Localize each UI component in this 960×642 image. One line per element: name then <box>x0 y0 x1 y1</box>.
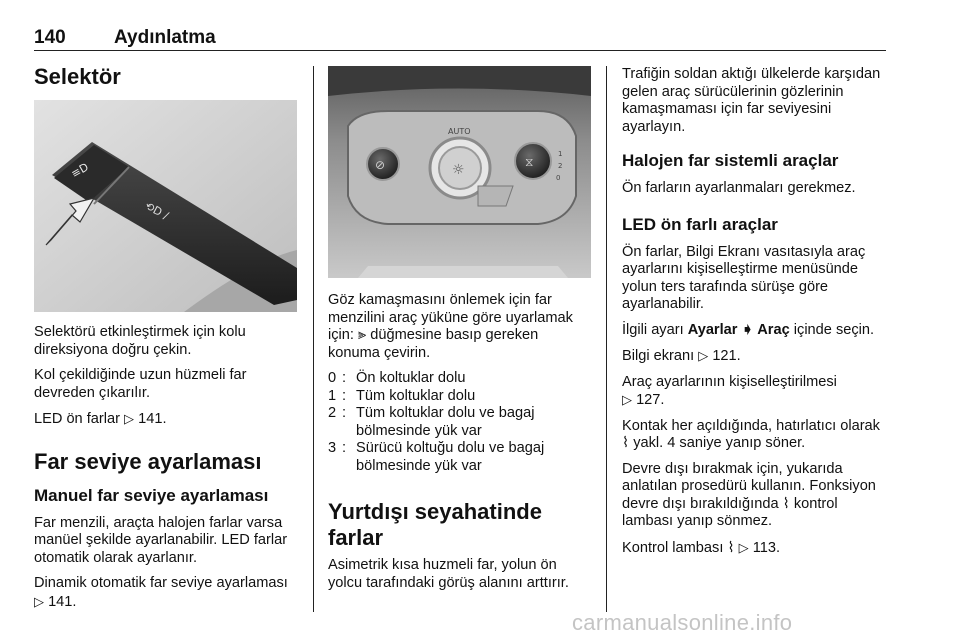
paragraph: Selektörü etkinleştirmek için kolu direksiyona doğru çekin. <box>34 324 246 358</box>
text: Araç ayarlarının kişiselleştirilmesi <box>622 373 837 390</box>
list-separator: : <box>342 405 347 421</box>
column-1 <box>34 64 296 90</box>
paragraph <box>34 575 296 611</box>
column-1-text <box>34 324 296 619</box>
list-number: 1 <box>328 387 337 404</box>
column-3-text <box>622 66 890 565</box>
page-reference-arrow-icon: ▷ <box>34 593 44 609</box>
paragraph <box>622 374 890 410</box>
svg-text:⟲D /: ⟲D / <box>142 199 171 223</box>
paragraph <box>34 410 296 429</box>
page-reference-arrow-icon: ▷ <box>698 348 709 363</box>
text: kontrol lambası yanıp sönmez. <box>622 495 838 529</box>
page-number: 140 <box>34 27 66 48</box>
text: Devre dışı bırakmak için, yukarıda anlatılan prosedürü kullanın. Fonksiyon devre dışı bırakıldığında <box>622 460 876 512</box>
headlight-range-icon: ⫸ <box>358 327 367 343</box>
list-text: Tüm koltuklar dolu <box>356 387 476 404</box>
paragraph: Far menzili, araçta halojen farlar varsa manüel şekilde ayarlanabilir. LED farlar otomatik olarak ayarlanır. <box>34 514 288 566</box>
list-number: 2 <box>328 405 337 421</box>
svg-text:≡D: ≡D <box>69 160 91 181</box>
menu-arrow-icon: ➧ <box>737 321 758 338</box>
watermark: carmanualsonline.info <box>572 610 793 635</box>
list-separator: : <box>342 440 347 456</box>
list-number: 0 <box>328 370 337 386</box>
paragraph <box>328 292 594 362</box>
list-number: 3 <box>328 440 337 456</box>
section-heading-far-seviye: Far seviye ayarlaması <box>34 448 262 474</box>
list-text: Sürücü koltuğu dolu ve bagaj bölmesinde yük var <box>356 440 545 474</box>
page-link[interactable]: 141. <box>48 593 77 610</box>
paragraph: Trafiğin soldan aktığı ülkelerde karşıdan gelen araç sürücülerinin gözlerinin kamaşmaması için far seviyesini ayarlayın. <box>622 66 881 135</box>
stalk-lever-photo <box>34 100 297 312</box>
text: LED ön farlar <box>34 411 125 427</box>
chapter-title: Aydınlatma <box>114 27 216 48</box>
text: yakl. 4 saniye yanıp söner. <box>629 435 806 451</box>
list-separator: : <box>342 387 347 404</box>
text: Kontrol lambası <box>622 539 728 556</box>
list-text: Tüm koltuklar dolu ve bagaj bölmesinde yük var <box>356 405 535 439</box>
svg-text:2: 2 <box>558 162 563 170</box>
menu-path-arac: Araç <box>757 321 790 338</box>
text: Bilgi ekranı <box>622 348 699 364</box>
load-position-list <box>328 370 594 475</box>
paragraph <box>622 418 890 453</box>
headlight-warning-icon: ⌇ <box>727 539 735 556</box>
column-2-text <box>328 292 594 600</box>
paragraph <box>622 461 890 531</box>
page-reference-arrow-icon: ▷ <box>738 539 749 555</box>
paragraph: Ön farlar, Bilgi Ekranı vasıtasıyla araç ayarlarını kişiselleştirme menüsünde yolun ters tarafında sürüşe göre ayarlanabilir. <box>622 243 866 312</box>
list-item <box>328 440 594 475</box>
list-item <box>328 388 594 406</box>
svg-text:1: 1 <box>558 150 563 158</box>
paragraph: Asimetrik kısa huzmeli far, yolun ön yolcu tarafındaki görüş alanını arttırır. <box>328 557 569 591</box>
page-link[interactable]: 121. <box>712 348 741 364</box>
headlight-control-panel-photo <box>328 66 591 278</box>
page-link[interactable]: 127. <box>636 392 665 408</box>
section-heading-selektor: Selektör <box>34 64 121 89</box>
text: Göz kamaşmasını önlemek için far menzilini araç yüküne göre uyarlamak için: <box>328 292 573 343</box>
svg-text:⧖: ⧖ <box>525 155 534 169</box>
svg-text:AUTO: AUTO <box>448 127 471 136</box>
page-link[interactable]: 141. <box>138 411 167 427</box>
list-text: Ön koltuklar dolu <box>356 370 466 386</box>
paragraph: Ön farların ayarlanmaları gerekmez. <box>622 180 856 196</box>
list-separator: : <box>342 370 347 386</box>
text: Kontak her açıldığında, hatırlatıcı olarak <box>622 417 880 434</box>
text: içinde seçin. <box>789 321 875 338</box>
text: düğmesine basıp gereken konuma çevirin. <box>328 327 539 361</box>
page-header <box>34 26 886 51</box>
text: İlgili ayarı <box>622 321 688 338</box>
paragraph <box>622 347 890 366</box>
svg-text:☼: ☼ <box>452 162 465 178</box>
list-item <box>328 370 594 388</box>
subsection-heading-halojen: Halojen far sistemli araçlar <box>622 151 839 170</box>
paragraph <box>622 539 890 558</box>
page-reference-arrow-icon: ▷ <box>622 392 632 407</box>
page-link[interactable]: 113. <box>752 539 781 556</box>
text: Dinamik otomatik far seviye ayarlaması <box>34 575 288 591</box>
column-divider <box>313 66 314 612</box>
headlight-warning-icon: ⌇ <box>782 495 790 512</box>
column-divider <box>606 66 607 612</box>
svg-text:0: 0 <box>556 174 561 182</box>
svg-text:⊘: ⊘ <box>375 158 386 172</box>
subsection-heading-led: LED ön farlı araçlar <box>622 214 778 234</box>
list-item <box>328 405 594 440</box>
page-reference-arrow-icon: ▷ <box>124 411 135 426</box>
headlight-warning-icon: ⌇ <box>622 435 630 451</box>
paragraph: Kol çekildiğinde uzun hüzmeli far devreden çıkarılır. <box>34 367 247 401</box>
subsection-heading: Manuel far seviye ayarlaması <box>34 485 269 505</box>
paragraph <box>622 322 890 340</box>
menu-path-ayarlar: Ayarlar <box>687 321 738 338</box>
section-heading-yurtdisi: Yurtdışı seyahatinde farlar <box>328 499 542 550</box>
